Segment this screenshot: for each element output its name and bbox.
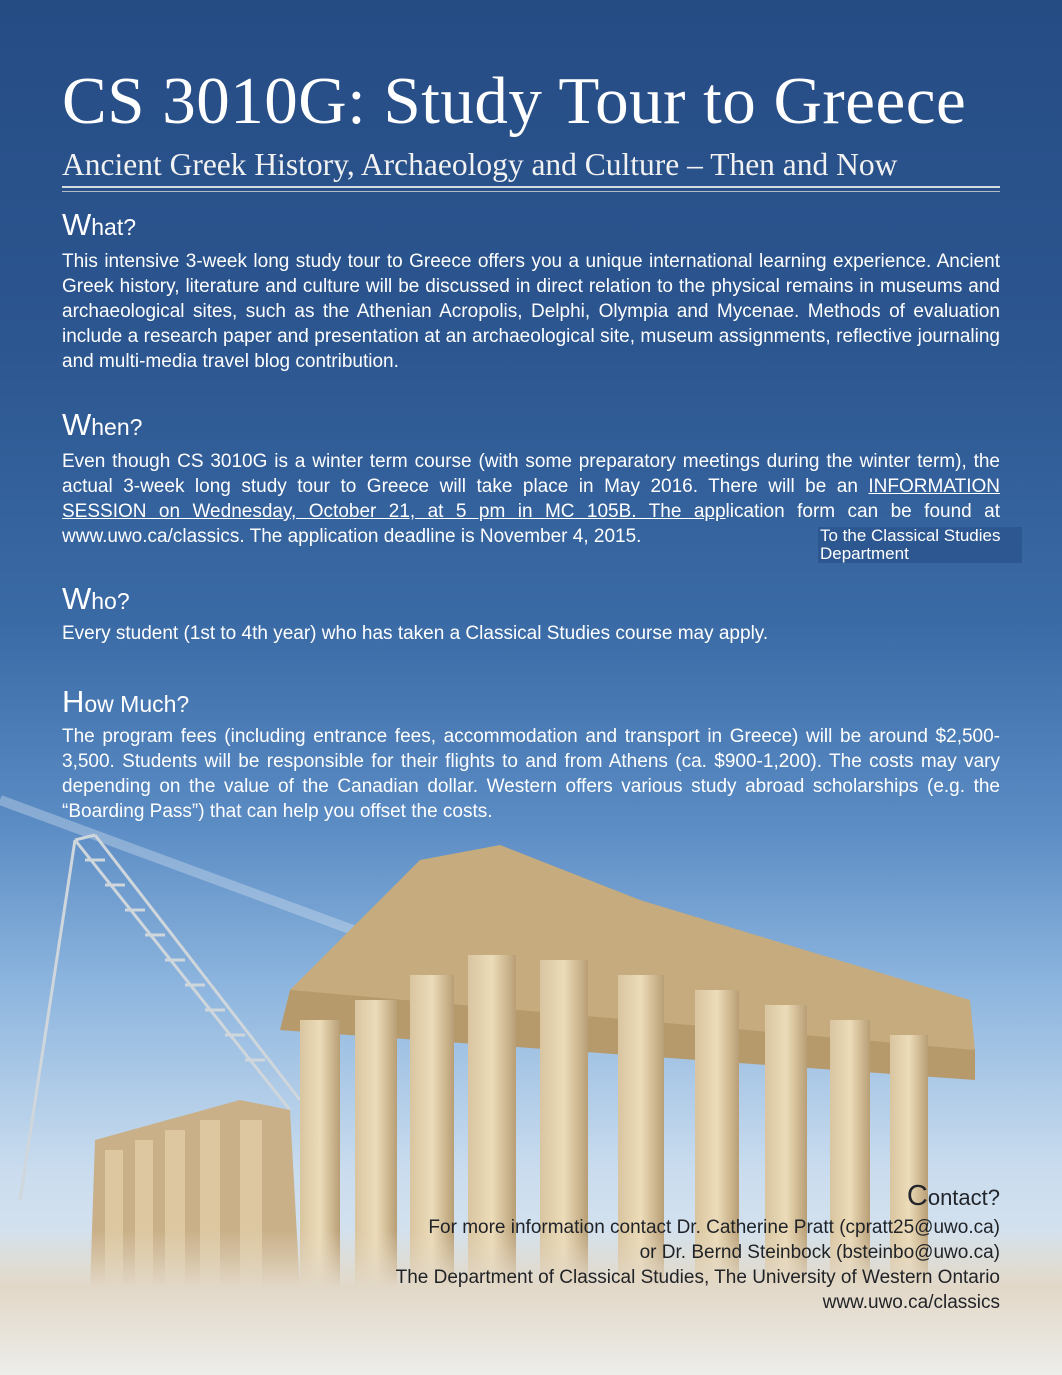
how-much-heading: How Much? [62, 684, 190, 719]
title-rule-thin [62, 191, 1000, 192]
contact-line: The Department of Classical Studies, The University of Western Ontario [395, 1267, 1000, 1288]
when-heading: When? [62, 407, 143, 442]
info-session-link[interactable]: INFORMATION SESSION on Wednesday, October 21, at 5 pm in MC 105B. The app [62, 476, 1000, 522]
contact-block [396, 1215, 1000, 1315]
contact-heading: Contact? [906, 1180, 1000, 1212]
what-body: This intensive 3-week long study tour to Greece offers you a unique international learning experience. Ancient Greek history, literature and culture will be discussed in direct relation to the physical remains in museums and archaeological sites, such as the Athenian Acropolis, Delphi, Olympia and Mycenae. Methods of evaluation include a research paper and presentation at an archaeological site, museum assignments, reflective journaling and multi-media travel blog contribution. [62, 251, 1000, 372]
when-body: Even though CS 3010G is a winter term course (with some preparatory meetings during the winter term), the actual 3-week long study tour to Greece will take place in May 2016. There will be an INFORMATION SESSION on Wednesday, October 21, at 5 pm in MC 105B. The application form can be found at www.uwo.ca/classics. The application deadline is November 4, 2015. [62, 451, 1000, 547]
subtitle: Ancient Greek History, Archaeology and Culture – Then and Now [62, 147, 898, 182]
page-title: CS 3010G: Study Tour to Greece [62, 64, 967, 138]
contact-url: www.uwo.ca/classics [822, 1292, 1000, 1313]
what-heading: What? [62, 207, 137, 242]
link-tooltip: To the Classical Studies Department [818, 527, 1022, 563]
contact-line: or Dr. Bernd Steinbock (bsteinbo@uwo.ca) [639, 1242, 1000, 1263]
who-body: Every student (1st to 4th year) who has taken a Classical Studies course may apply. [62, 623, 769, 644]
contact-line: For more information contact Dr. Catherine Pratt (cpratt25@uwo.ca) [428, 1217, 1000, 1238]
title-rule [62, 186, 1000, 188]
how-much-body: The program fees (including entrance fees, accommodation and transport in Greece) will be around $2,500-3,500. Students will be responsible for their flights to and from Athens (ca. $900-1,200). The costs may vary depending on the value of the Canadian dollar. Western offers various study abroad scholarships (e.g. the “Boarding Pass”) that can help you offset the costs. [62, 726, 1000, 822]
who-heading: Who? [62, 581, 130, 616]
